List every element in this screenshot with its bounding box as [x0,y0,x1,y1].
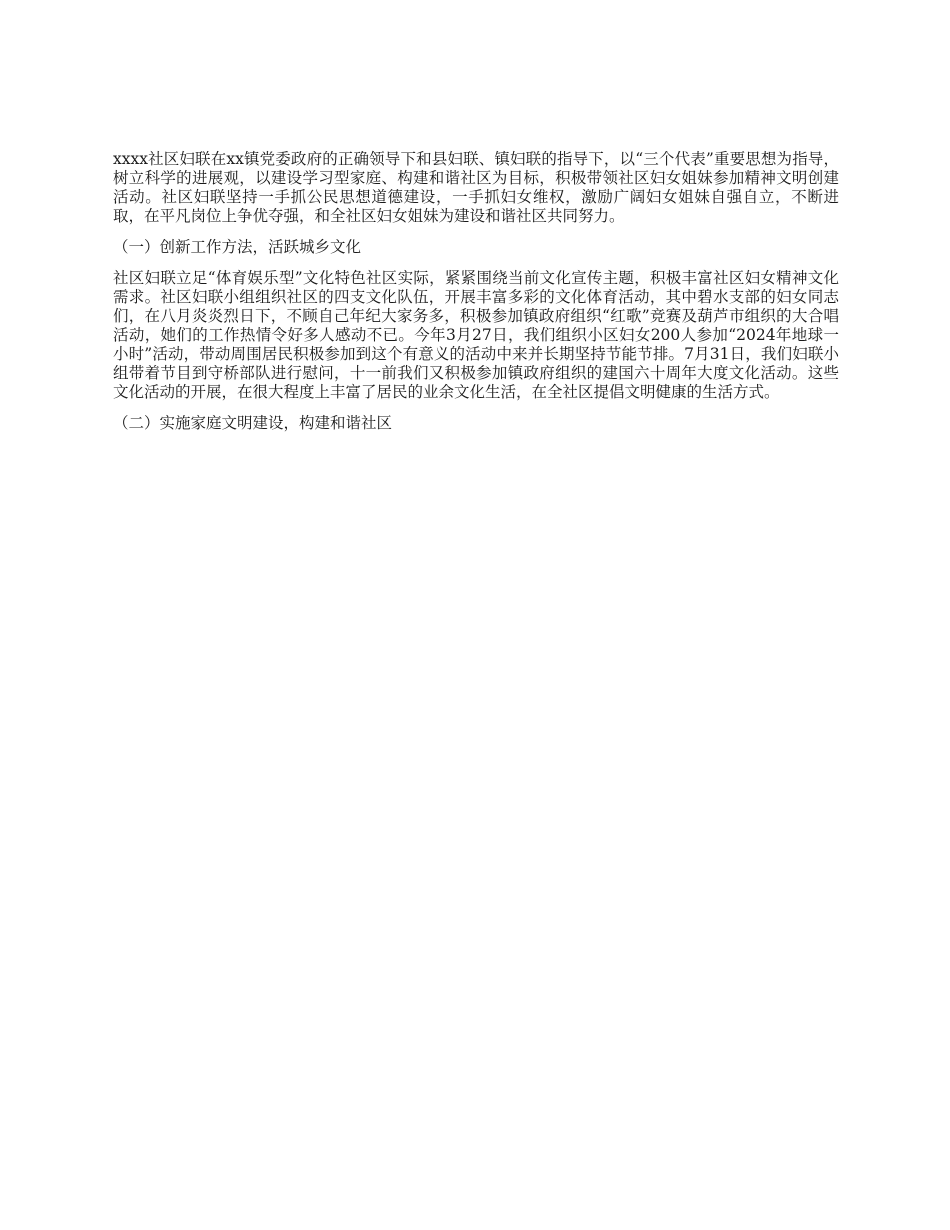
section-heading-2: （二）实施家庭文明建设，构建和谐社区 [113,414,393,432]
section-heading-1: （一）创新工作方法，活跃城乡文化 [113,238,362,256]
culture-paragraph: 社区妇联立足“体育娱乐型”文化特色社区实际，紧紧围绕当前文化宣传主题，积极丰富社区妇女精神文化需求。社区妇联小组组织社区的四支文化队伍，开展丰富多彩的文化体育活动，其中碧水支部的妇女同志们，在八月炎炎烈日下，不顾自己年纪大家务多，积极参加镇政府组织“红歌”竞赛及葫芦市组织的大合唱活动，她们的工作热情令好多人感动不已。今年3月27日，我们组织小区妇女200人参加“2024年地球一小时”活动，带动周围居民积极参加到这个有意义的活动中来并长期坚持节能节排。7月31日，我们妇联小组带着节目到守桥部队进行慰问，十一前我们又积极参加镇政府组织的建国六十周年大度文化活动。这些文化活动的开展，在很大程度上丰富了居民的业余文化生活，在全社区提倡文明健康的生活方式。 [113,269,839,401]
intro-paragraph: xxxx社区妇联在xx镇党委政府的正确领导下和县妇联、镇妇联的指导下，以“三个代表”重要思想为指导，树立科学的进展观，以建设学习型家庭、构建和谐社区为目标，积极带领社区妇女姐妹参加精神文明创建活动。社区妇联坚持一手抓公民思想道德建设，一手抓妇女维权，激励广阔妇女姐妹自强自立，不断进取，在平凡岗位上争优夺强，和全社区妇女姐妹为建设和谐社区共同努力。 [113,150,839,225]
document-body [113,150,839,445]
